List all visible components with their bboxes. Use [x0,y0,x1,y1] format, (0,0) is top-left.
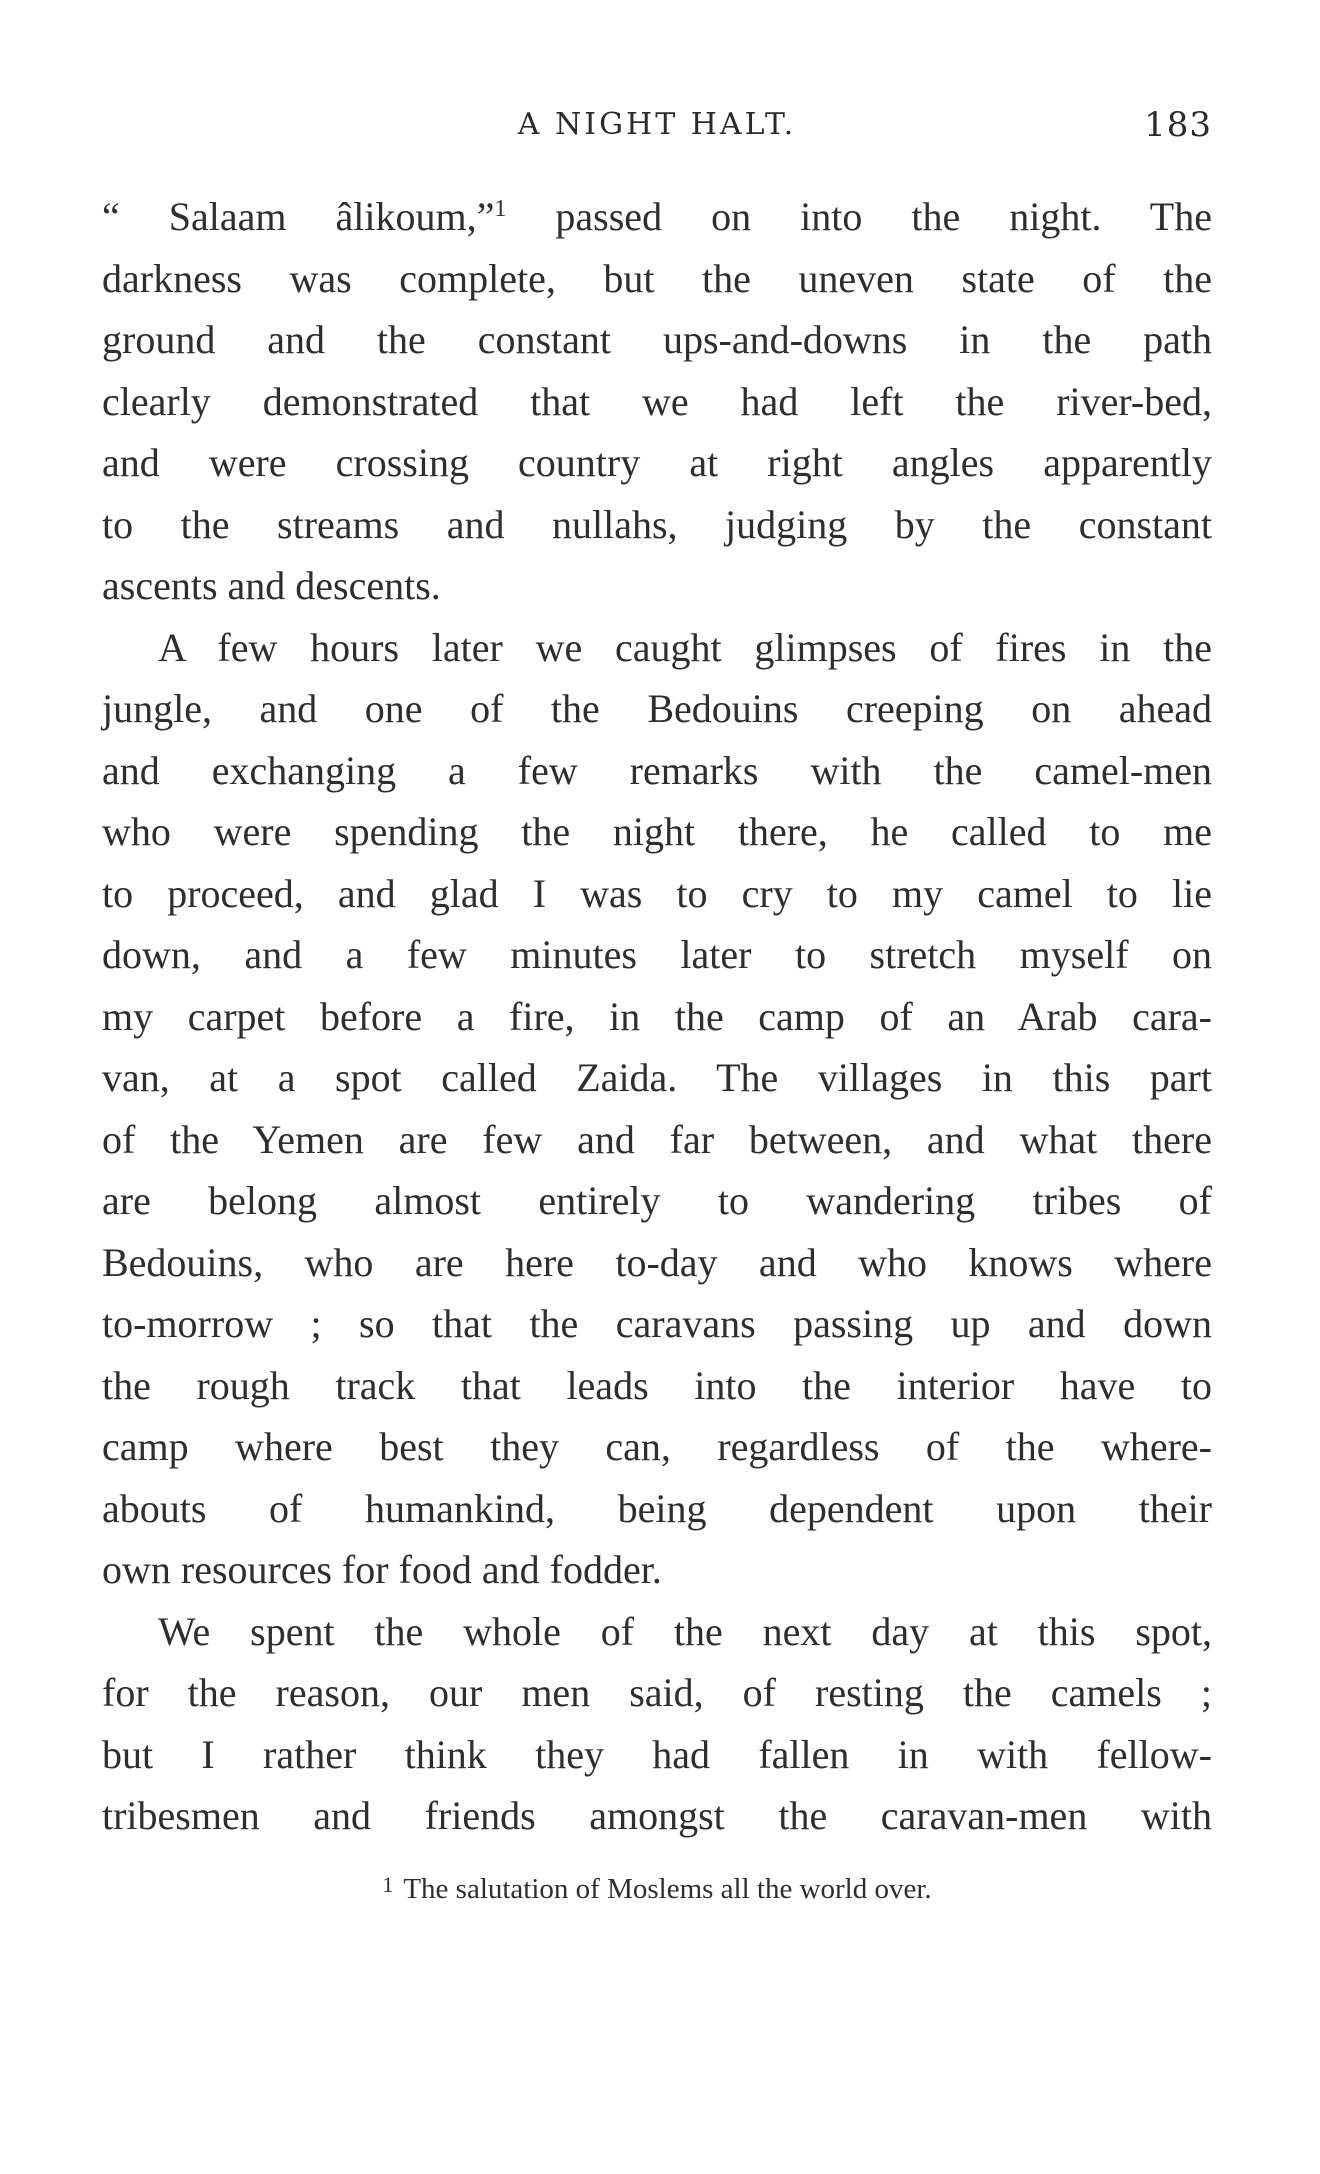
text-line: to the streams and nullahs, judging by the constant [102,501,1212,547]
text-line: camp where best they can, regardless of the where- [102,1424,1212,1469]
text-line: down, and a few minutes later to stretch myself on [102,932,1212,977]
text-line: abouts of humankind, being dependent upon their [102,1485,1212,1531]
footnote-number: 1 [382,1872,394,1897]
page-number: 183 [1144,105,1212,145]
text-line: A few hours later we caught glimpses of fires in the [158,624,1212,670]
text-line: are belong almost entirely to wandering tribes of [102,1178,1212,1223]
text-line: for the reason, our men said, of resting the camels ; [102,1670,1212,1715]
text-line: jungle, and one of the Bedouins creeping on ahead [102,686,1212,731]
footnote-text: The salutation of Moslems all the world over. [403,1873,932,1905]
text-line: and were crossing country at right angles apparently [102,440,1212,485]
text-line: my carpet before a fire, in the camp of an Arab cara- [102,993,1212,1039]
text-line: but I rather think they had fallen in with fellow- [102,1731,1212,1777]
text-line-part: “ Salaam âlikoum,” [102,194,495,239]
body-text [102,186,1212,1847]
text-line: tribesmen and friends amongst the caravan-men with [102,1793,1212,1838]
text-line: the rough track that leads into the interior have to [102,1362,1212,1408]
text-line-part: passed on into the night. The [555,194,1212,239]
text-line: to proceed, and glad I was to cry to my camel to lie [102,870,1212,916]
footnote-reference: 1 [494,196,507,222]
text-line [102,186,1212,248]
footnote [102,1863,1212,1911]
text-line: of the Yemen are few and far between, and what there [102,1116,1212,1162]
text-line: to-morrow ; so that the caravans passing up and down [102,1301,1212,1346]
running-head [102,103,1212,153]
text-line: ascents and descents. [102,563,441,608]
text-line: We spent the whole of the next day at this spot, [158,1608,1212,1654]
text-line: ground and the constant ups-and-downs in the path [102,317,1212,362]
running-title: A NIGHT HALT. [517,107,797,142]
text-line: and exchanging a few remarks with the camel-men [102,747,1212,793]
text-line: own resources for food and fodder. [102,1547,662,1592]
text-line: who were spending the night there, he called to me [102,809,1212,854]
text-line: van, at a spot called Zaida. The villages in this part [102,1055,1212,1100]
text-line: clearly demonstrated that we had left the river-bed, [102,378,1212,424]
text-line: darkness was complete, but the uneven state of the [102,255,1212,301]
text-line: Bedouins, who are here to-day and who knows where [102,1239,1212,1285]
